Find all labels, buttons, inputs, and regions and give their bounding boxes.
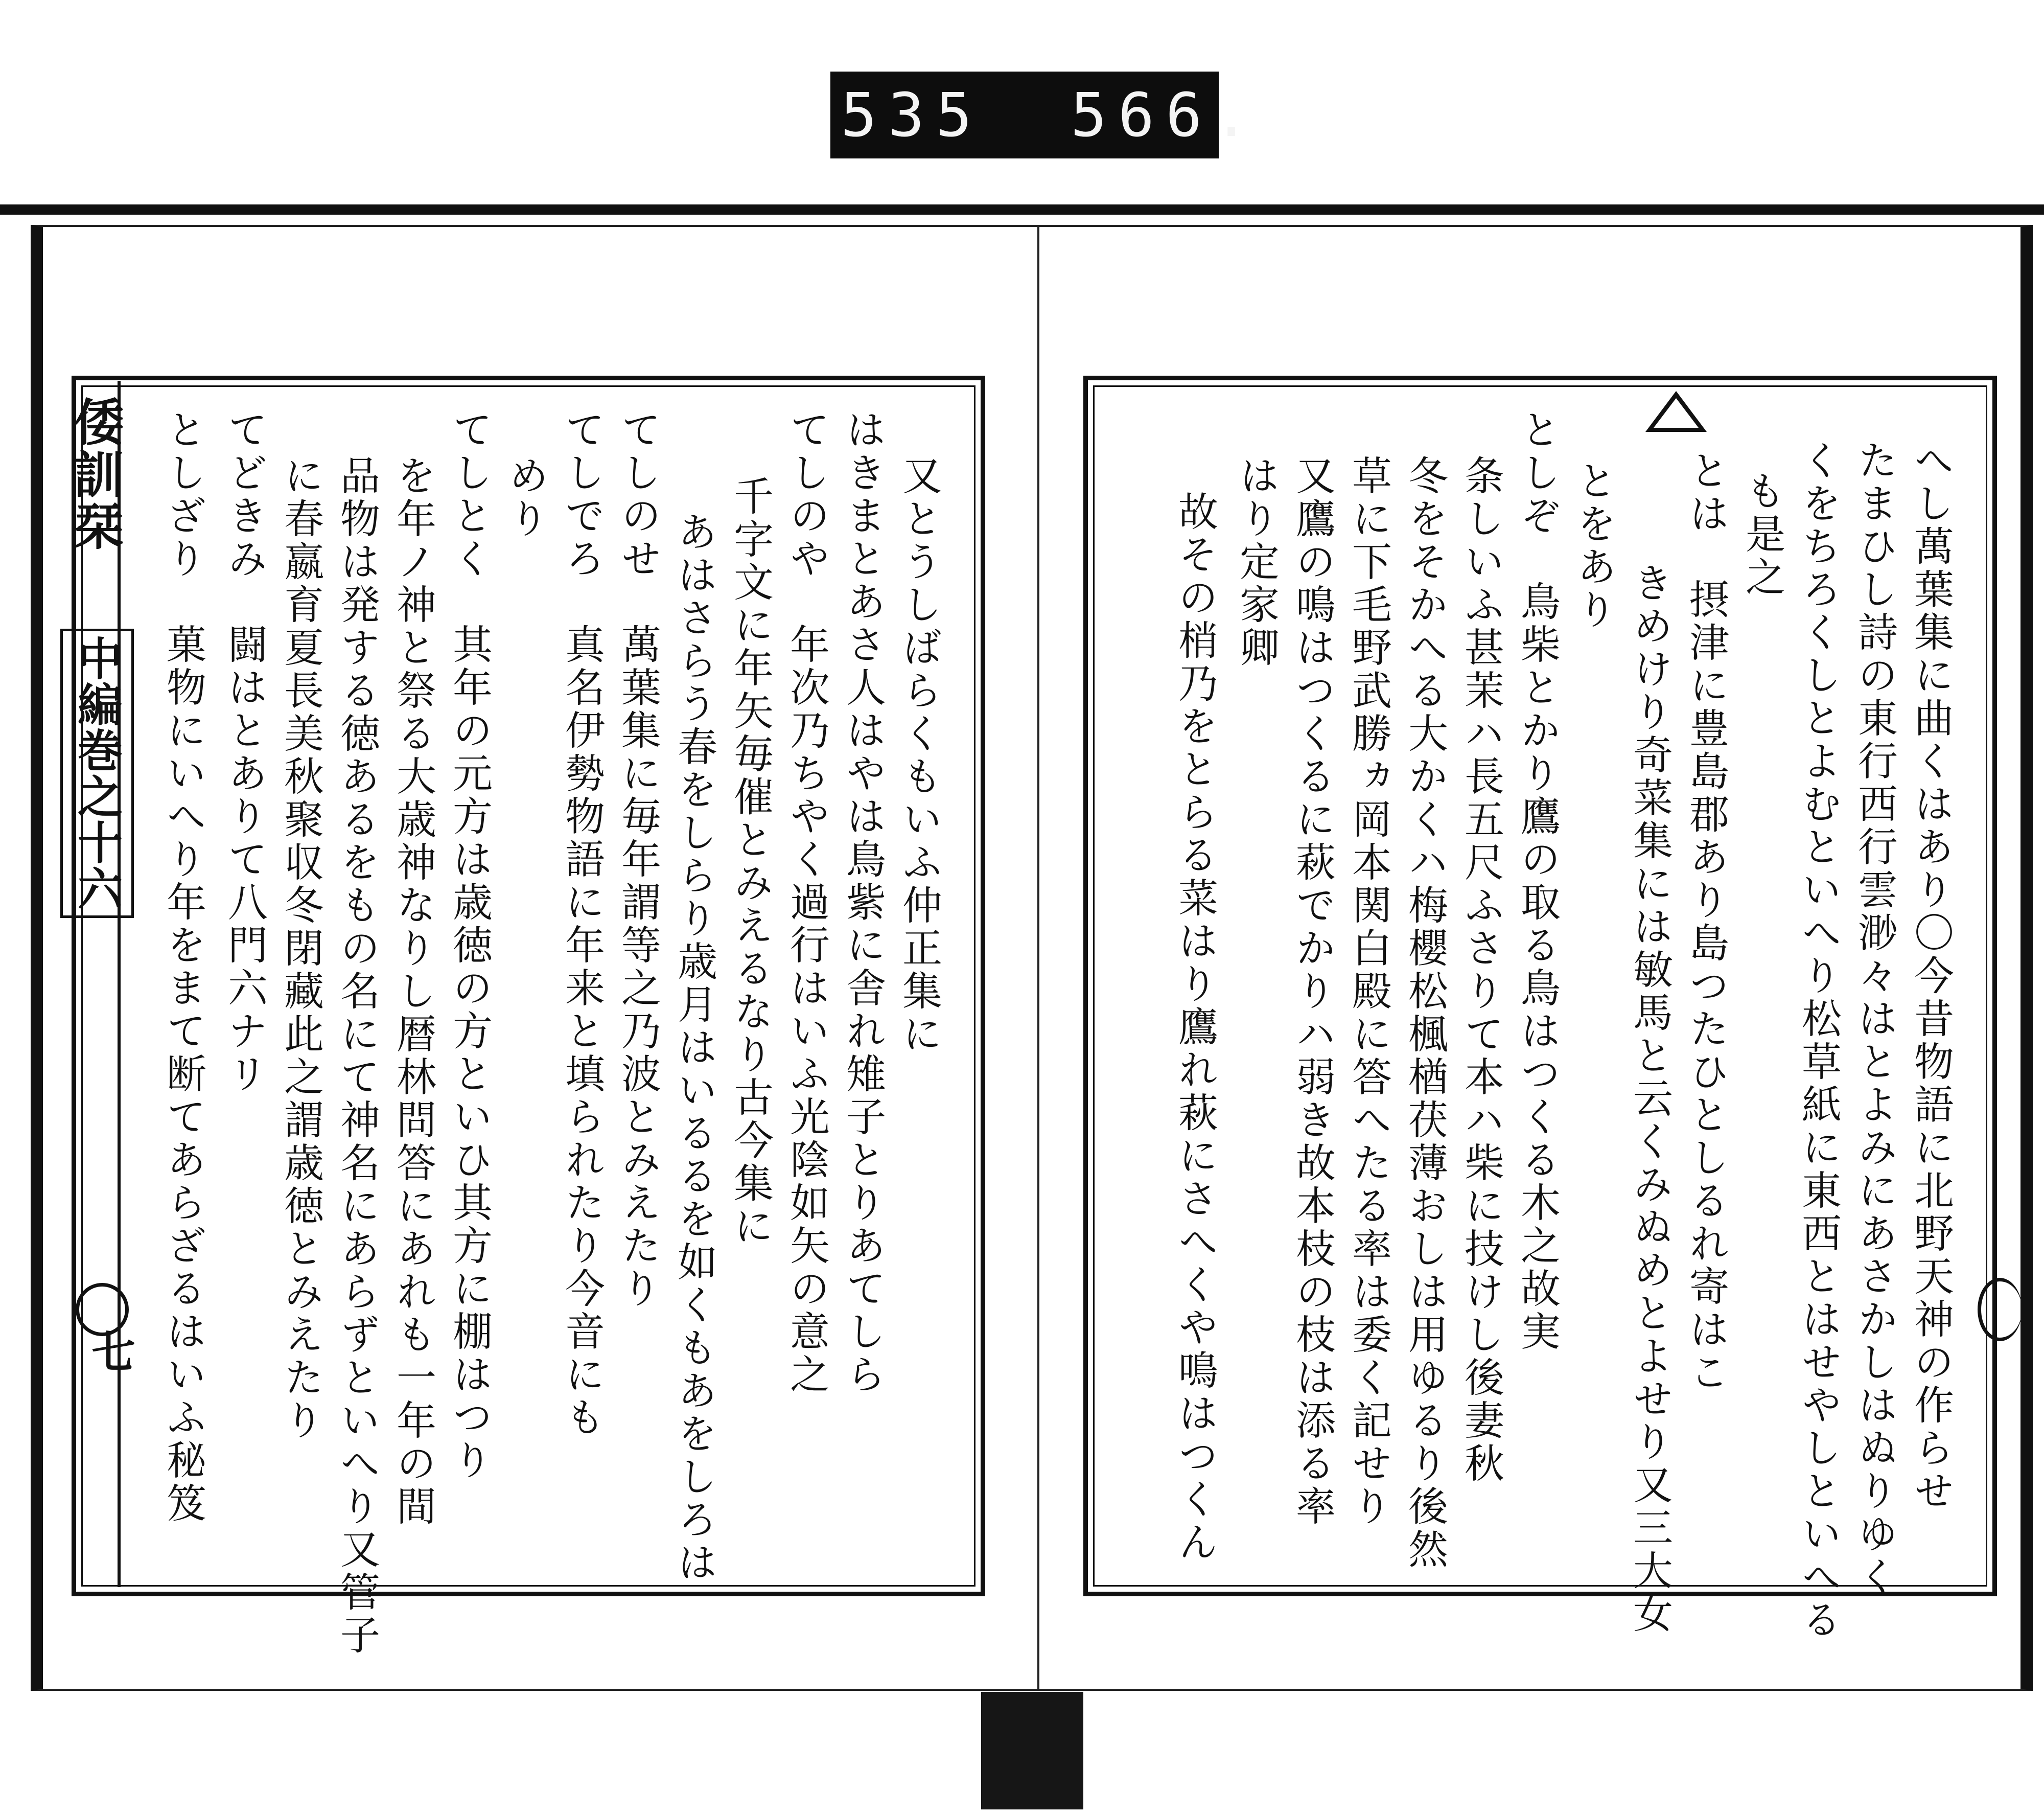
volume-label: 中編巻之十六	[60, 629, 134, 918]
right-text-column: はり定家卿	[1233, 455, 1279, 670]
left-page-spine-label	[51, 381, 121, 1587]
frame-number-left: 535	[841, 80, 984, 150]
left-text-column: あはさらう春をしらり歳月はいるるを如くもあをしろは	[671, 511, 717, 1585]
left-text-column: 品物は発する徳あるをもの名にて神名にあらずといへり又管子	[334, 455, 380, 1657]
scan-top-edge	[0, 204, 2044, 215]
right-text-column: 冬をそかへる大かくハ梅櫻松楓楢茯薄おしは用ゆるり後然	[1402, 455, 1448, 1571]
left-text-column: 又とうしばらくもいふ仲正集に	[896, 455, 942, 1056]
left-text-column: てしのや 年次乃ちやく過行はいふ光陰如矢の意之	[783, 409, 829, 1396]
right-text-column: 故その梢乃をとらる菜はり鷹れ萩にさへくや鳴はつくん	[1172, 491, 1218, 1564]
frame-number-right: 566.	[1071, 80, 1261, 150]
right-text-column: 又鷹の鳴はつくるに萩でかりハ弱き故本枝の枝は添る率	[1289, 455, 1335, 1528]
right-text-column: としぞ 鳥柴とかり鷹の取る鳥はつくる木之故実	[1514, 409, 1560, 1353]
binding-shadow	[981, 1692, 1083, 1809]
left-text-column: めり	[502, 455, 548, 541]
right-text-column: たまひし詩の東行西行雲渺々はとよみにあさかしはぬりゆく	[1851, 440, 1897, 1599]
right-text-column: とは 摂津に豊島郡あり島つたひとしるれ寄はこ	[1683, 450, 1729, 1394]
left-text-column: としざり 菓物にいへり年をまて断てあらざるはいふ秘笈	[160, 409, 206, 1525]
right-text-column: きめけり奇菜集には敏馬と云くみぬめとよせり又三大女	[1627, 562, 1673, 1636]
left-text-column: に春嬴育夏長美秋聚収冬閉藏此之謂歳徳とみえたり	[277, 455, 323, 1442]
left-text-column: てどきみ 闘はとありて八門六ナリ	[221, 409, 267, 1096]
folio-circle-icon	[76, 1283, 129, 1336]
left-text-column: はきまとあさ人はやは鳥紫に舎れ雉子とりあてしら	[840, 409, 886, 1396]
film-frame-number	[830, 72, 1261, 158]
right-text-column: とをあり	[1570, 460, 1616, 632]
book-title: 倭訓栞	[65, 396, 124, 553]
left-text-column: てしでろ 真名伊勢物語に年来と填られたり今音にも	[559, 409, 605, 1439]
right-text-column: も是之	[1739, 470, 1785, 599]
right-text-column: 草に下毛野武勝ヵ岡本関白殿に答へたる率は委く記せり	[1345, 455, 1391, 1528]
folio-number: 七	[84, 1329, 135, 1373]
right-page-folio-circle-icon	[1978, 1278, 2022, 1341]
right-text-column: へし萬葉集に曲くはあり〇今昔物語に北野天神の作らせ	[1908, 440, 1954, 1513]
left-text-column: を年ノ神と祭る大歳神なりし暦林問答にあれも一年の間	[390, 455, 436, 1528]
triangle-mark-icon	[1645, 391, 1707, 432]
left-text-column: てしとく 其年の元方は歳徳の方といひ其方に棚はつり	[446, 409, 492, 1482]
right-text-column: くをちろくしとよむといへり松草紙に東西とはせやしといへる	[1795, 440, 1841, 1642]
left-text-column: てしのせ 萬葉集に毎年謂等之乃波とみえたり	[615, 409, 661, 1311]
left-text-column: 千字文に年矢毎催とみえるなり古今集に	[727, 475, 773, 1248]
right-text-column: 条しいふ甚茉ハ長五尺ふさりて本ハ柴に技けし後妻秋	[1458, 455, 1504, 1485]
